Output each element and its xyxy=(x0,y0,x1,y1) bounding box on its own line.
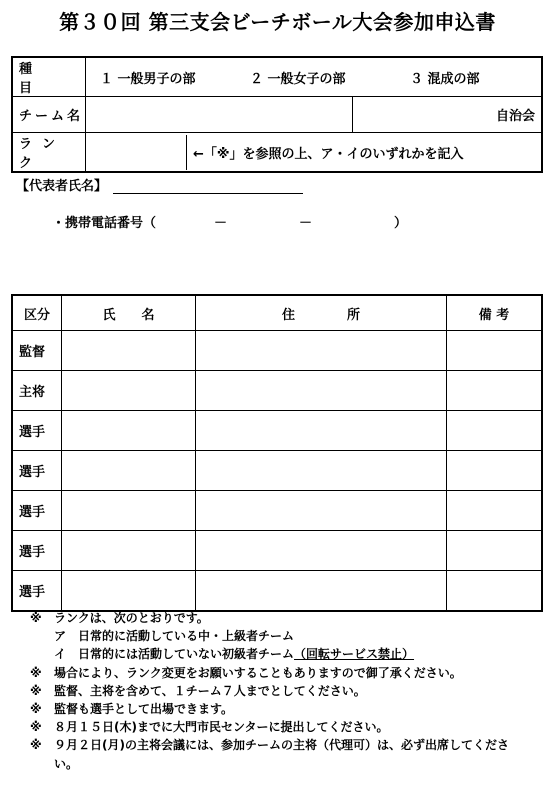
member-address-field[interactable] xyxy=(196,331,447,371)
representative-label: 【代表者氏名】 xyxy=(16,179,108,194)
page-title: 第３０回 第三支会ビーチボール大会参加申込書 xyxy=(59,10,496,34)
note-text: 監督、主将を含めて、１チーム７人までとしてください。 xyxy=(54,683,366,698)
rank-i-text: イ 日常的には活動していない初級者チーム xyxy=(54,647,295,662)
team-label: チーム名 xyxy=(12,97,86,133)
members-header-row xyxy=(12,295,542,331)
member-remarks-field[interactable] xyxy=(447,571,543,612)
note-item xyxy=(30,609,530,664)
rank-i-definition xyxy=(54,645,530,663)
rank-row xyxy=(12,133,542,173)
member-row-coach xyxy=(12,331,542,371)
member-role: 選手 xyxy=(12,491,62,531)
member-row-player xyxy=(12,411,542,451)
note-item xyxy=(30,736,530,772)
team-suffix: 自治会 xyxy=(353,97,543,133)
member-name-field[interactable] xyxy=(62,571,196,612)
member-row-player xyxy=(12,491,542,531)
mobile-phone xyxy=(52,212,407,231)
member-name-field[interactable] xyxy=(62,531,196,571)
note-text: 監督も選手として出場できます。 xyxy=(54,702,234,717)
phone-label: ・携帯電話番号（ xyxy=(52,216,157,231)
header-role: 区分 xyxy=(12,295,62,331)
member-remarks-field[interactable] xyxy=(447,331,543,371)
member-remarks-field[interactable] xyxy=(447,371,543,411)
note-text: ８月１５日(木)までに大門市民センターに提出してください。 xyxy=(54,720,389,735)
category-option-women[interactable]: ２ 一般女子の部 xyxy=(250,71,346,87)
phone-separator-1: － xyxy=(214,216,228,231)
team-name-field[interactable] xyxy=(86,97,353,133)
members-table xyxy=(11,294,543,612)
member-name-field[interactable] xyxy=(62,411,196,451)
member-name-field[interactable] xyxy=(62,331,196,371)
rank-instruction: ←「※」を参照の上、ア・イのいずれかを記入 xyxy=(193,146,464,162)
note-item xyxy=(30,718,530,736)
member-role: 選手 xyxy=(12,411,62,451)
member-name-field[interactable] xyxy=(62,491,196,531)
member-name-field[interactable] xyxy=(62,371,196,411)
member-row-captain xyxy=(12,371,542,411)
note-item xyxy=(30,664,530,682)
note-text: ランクは、次のとおりです。 xyxy=(54,611,209,625)
member-remarks-field[interactable] xyxy=(447,411,543,451)
member-address-field[interactable] xyxy=(196,531,447,571)
representative-name xyxy=(16,175,303,194)
header-address: 住 所 xyxy=(196,295,447,331)
category-options[interactable] xyxy=(86,57,543,97)
member-remarks-field[interactable] xyxy=(447,451,543,491)
rank-a-definition: ア 日常的に活動している中・上級者チーム xyxy=(54,629,295,644)
phone-close: ） xyxy=(394,216,408,231)
header-remarks: 備 考 xyxy=(447,295,543,331)
notes-section xyxy=(30,609,530,773)
rank-label: ランク xyxy=(12,133,86,173)
rank-i-note: （回転サービス禁止） xyxy=(294,647,415,662)
note-text: ９月２日(月)の主将会議には、参加チームの主将（代理可）は、必ず出席してください。 xyxy=(54,738,509,771)
representative-name-field[interactable] xyxy=(113,179,303,194)
note-mark: ※ xyxy=(30,611,42,625)
header-name: 氏 名 xyxy=(62,295,196,331)
phone-separator-2: － xyxy=(299,216,313,231)
member-address-field[interactable] xyxy=(196,571,447,612)
note-mark: ※ xyxy=(30,702,42,717)
member-row-player xyxy=(12,531,542,571)
category-row xyxy=(12,57,542,97)
note-mark: ※ xyxy=(30,720,42,735)
note-text: 場合により、ランク変更をお願いすることもありますので御了承ください。 xyxy=(54,665,462,680)
member-address-field[interactable] xyxy=(196,451,447,491)
team-info-table xyxy=(11,56,543,173)
member-role: 監督 xyxy=(12,331,62,371)
member-role: 選手 xyxy=(12,571,62,612)
member-name-field[interactable] xyxy=(62,451,196,491)
category-option-men[interactable]: １ 一般男子の部 xyxy=(100,71,196,87)
member-address-field[interactable] xyxy=(196,411,447,451)
team-row xyxy=(12,97,542,133)
member-role: 選手 xyxy=(12,451,62,491)
member-row-player xyxy=(12,571,542,612)
member-remarks-field[interactable] xyxy=(447,531,543,571)
note-mark: ※ xyxy=(30,665,42,680)
category-label: 種 目 xyxy=(12,57,86,97)
category-option-mixed[interactable]: ３ 混成の部 xyxy=(410,71,480,87)
note-mark: ※ xyxy=(30,683,42,698)
member-role: 主将 xyxy=(12,371,62,411)
rank-field[interactable] xyxy=(86,135,187,170)
note-item xyxy=(30,682,530,700)
note-item xyxy=(30,700,530,718)
member-address-field[interactable] xyxy=(196,371,447,411)
member-remarks-field[interactable] xyxy=(447,491,543,531)
member-role: 選手 xyxy=(12,531,62,571)
member-address-field[interactable] xyxy=(196,491,447,531)
note-mark: ※ xyxy=(30,738,42,753)
member-row-player xyxy=(12,451,542,491)
